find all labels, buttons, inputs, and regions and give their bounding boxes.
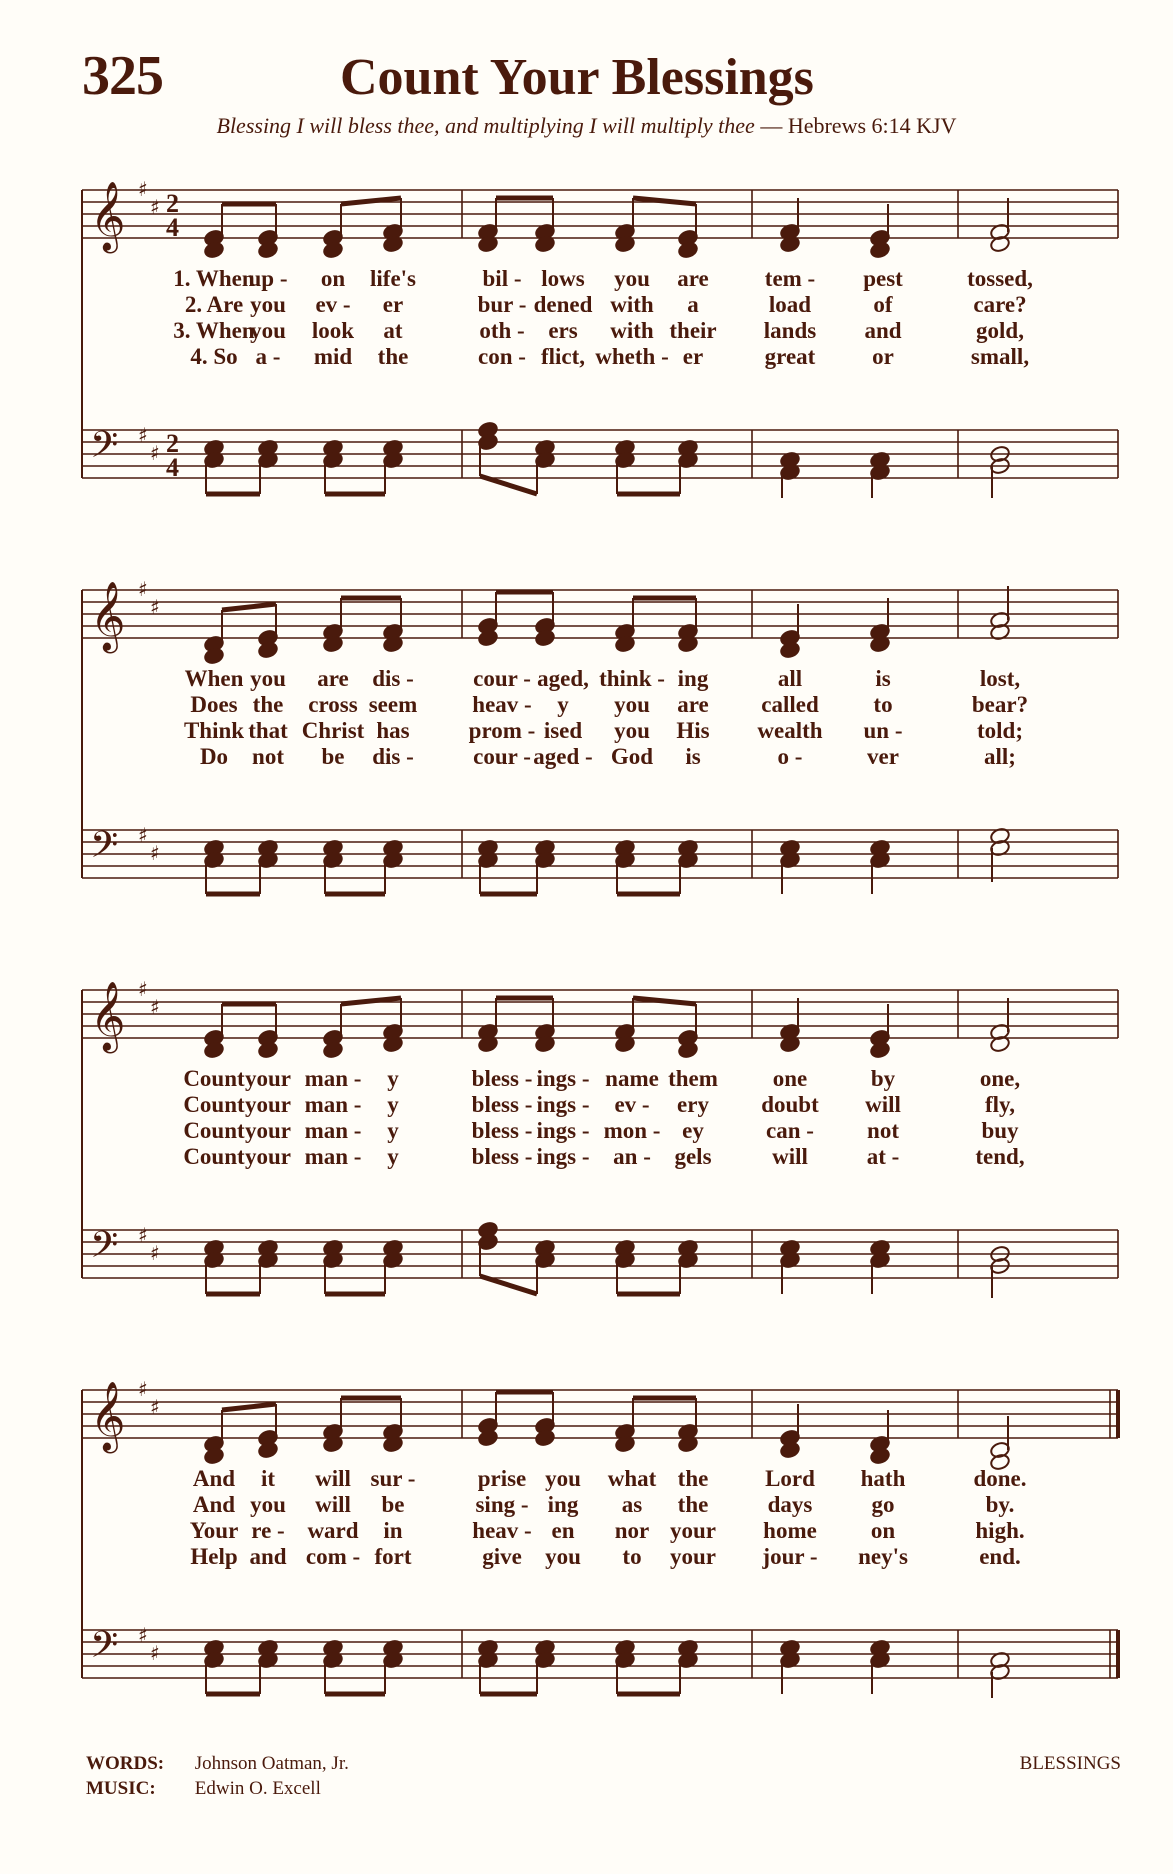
lyric-syllable: un -	[863, 718, 903, 743]
lyric-syllable: bur -	[477, 292, 527, 317]
lyric-syllable: home	[763, 1518, 817, 1543]
sharp-icon: ♯	[150, 195, 160, 219]
lyric-syllable: with	[610, 318, 654, 343]
lyric-syllable: you	[614, 692, 650, 717]
lyric-syllable: your	[245, 1118, 291, 1143]
lyric-syllable: the	[677, 1466, 709, 1491]
lyric-syllable: tossed,	[967, 266, 1033, 291]
music-credit	[86, 1778, 321, 1800]
treble-beam	[633, 998, 696, 1004]
lyric-syllable: man -	[304, 1118, 362, 1143]
sharp-icon: ♯	[150, 1241, 160, 1265]
sharp-icon: ♯	[138, 1378, 148, 1401]
lyric-syllable: and	[249, 1544, 287, 1569]
lyric-syllable: Lord	[765, 1466, 815, 1491]
lyric-line	[0, 1466, 1173, 1492]
lyric-syllable: Christ	[301, 718, 365, 743]
lyric-syllable: care?	[973, 292, 1027, 317]
lyric-syllable: ey	[682, 1118, 704, 1143]
lyric-syllable: is	[875, 666, 891, 691]
lyric-syllable: y	[387, 1144, 399, 1169]
lyric-syllable: bless -	[471, 1144, 533, 1169]
lyric-syllable: ings -	[536, 1092, 590, 1117]
words-credit	[86, 1753, 349, 1775]
sharp-icon: ♯	[138, 1623, 148, 1647]
lyric-line	[0, 666, 1173, 692]
lyric-syllable: o -	[777, 744, 803, 769]
lyric-syllable: ings -	[536, 1118, 590, 1143]
lyric-syllable: to	[873, 692, 893, 717]
lyric-syllable: aged -	[533, 744, 593, 769]
lyric-syllable: not	[867, 1118, 899, 1143]
lyric-syllable: 3. When	[173, 318, 255, 343]
lyric-syllable: end.	[979, 1544, 1021, 1569]
lyric-syllable: bless -	[471, 1118, 533, 1143]
lyric-syllable: er	[382, 292, 404, 317]
scripture-text: Blessing I will bless thee, and multiplying I will multiply thee	[216, 113, 755, 138]
lyric-syllable: it	[260, 1466, 276, 1491]
lyric-syllable: at -	[866, 1144, 900, 1169]
lyric-syllable: be	[381, 1492, 405, 1517]
sharp-icon: ♯	[138, 423, 148, 447]
scripture-reference: — Hebrews 6:14 KJV	[760, 113, 957, 138]
lyric-syllable: wheth -	[595, 344, 669, 369]
lyric-line	[0, 266, 1173, 292]
treble-clef-icon: 𝄞	[90, 181, 126, 251]
lyric-syllable: cross	[308, 692, 358, 717]
lyric-syllable: lost,	[979, 666, 1021, 691]
words-author: Johnson Oatman, Jr.	[194, 1753, 349, 1774]
lyric-syllable: mon -	[603, 1118, 661, 1143]
lyric-syllable: cour -	[473, 666, 531, 691]
lyric-syllable: are	[677, 692, 709, 717]
lyric-syllable: by	[870, 1066, 896, 1091]
lyric-syllable: 2. Are	[184, 292, 244, 317]
lyric-syllable: ings -	[536, 1144, 590, 1169]
lyric-syllable: on	[320, 266, 346, 291]
lyric-syllable: dened	[533, 292, 593, 317]
lyric-syllable: When	[184, 666, 244, 691]
lyric-syllable: you	[250, 1492, 286, 1517]
hymn-number: 325	[82, 45, 163, 107]
lyric-syllable: you	[545, 1544, 581, 1569]
lyric-syllable: dis -	[372, 666, 414, 691]
lyric-syllable: your	[670, 1544, 716, 1569]
score-system	[0, 1378, 1173, 1738]
sharp-icon: ♯	[138, 1223, 148, 1247]
lyric-line	[0, 692, 1173, 718]
lyric-syllable: be	[321, 744, 345, 769]
lyric-line	[0, 292, 1173, 318]
lyric-syllable: your	[245, 1092, 291, 1117]
lyric-syllable: will	[315, 1492, 351, 1517]
lyric-syllable: days	[767, 1492, 813, 1517]
lyric-line	[0, 1544, 1173, 1570]
lyric-syllable: cour -	[473, 744, 531, 769]
lyric-syllable: you	[545, 1466, 581, 1491]
lyric-syllable: not	[252, 744, 284, 769]
lyric-line	[0, 1118, 1173, 1144]
lyric-syllable: dis -	[372, 744, 414, 769]
lyric-syllable: the	[252, 692, 284, 717]
lyric-syllable: oth -	[479, 318, 525, 343]
lyric-syllable: y	[557, 692, 569, 717]
treble-beam	[633, 198, 696, 204]
lyric-syllable: ery	[677, 1092, 709, 1117]
lyric-syllable: ised	[543, 718, 583, 743]
lyric-syllable: prise	[477, 1466, 527, 1491]
lyric-syllable: buy	[981, 1118, 1019, 1143]
sharp-icon: ♯	[150, 595, 160, 619]
bass-clef-icon: 𝄢	[90, 424, 119, 475]
lyric-syllable: or	[872, 344, 894, 369]
sharp-icon: ♯	[138, 978, 148, 1001]
sharp-icon: ♯	[138, 178, 148, 201]
lyric-syllable: ers	[548, 318, 578, 343]
lyric-line	[0, 1092, 1173, 1118]
lyric-syllable: high.	[975, 1518, 1025, 1543]
lyric-syllable: by.	[985, 1492, 1015, 1517]
lyric-syllable: wealth	[757, 718, 823, 743]
scripture-epigraph	[0, 113, 1173, 139]
lyric-syllable: in	[383, 1518, 403, 1543]
treble-staff	[82, 1390, 1118, 1438]
lyric-syllable: is	[685, 744, 701, 769]
bass-clef-icon: 𝄢	[90, 1624, 119, 1675]
sharp-icon: ♯	[150, 1641, 160, 1665]
lyric-syllable: you	[614, 718, 650, 743]
lyric-syllable: are	[317, 666, 349, 691]
lyric-syllable: the	[677, 1492, 709, 1517]
lyric-syllable: one,	[979, 1066, 1021, 1091]
treble-beam	[341, 998, 401, 1004]
lyric-syllable: Think	[183, 718, 245, 743]
lyric-syllable: ev -	[315, 292, 351, 317]
bass-staff	[82, 1230, 1118, 1278]
lyric-syllable: a -	[255, 344, 281, 369]
treble-clef-icon: 𝄞	[90, 581, 126, 651]
lyric-line	[0, 1518, 1173, 1544]
lyric-syllable: small,	[970, 344, 1030, 369]
lyric-syllable: with	[610, 292, 654, 317]
lyric-syllable: bless -	[471, 1092, 533, 1117]
lyric-syllable: God	[610, 744, 654, 769]
time-signature-top: 2	[166, 189, 179, 218]
lyric-syllable: ney's	[858, 1544, 908, 1569]
lyric-syllable: name	[605, 1066, 659, 1091]
lyric-syllable: tend,	[975, 1144, 1025, 1169]
lyric-syllable: to	[622, 1544, 642, 1569]
sharp-icon: ♯	[138, 578, 148, 601]
words-label: WORDS:	[86, 1753, 165, 1774]
lyric-syllable: at	[383, 318, 403, 343]
bass-staff	[82, 1630, 1118, 1678]
lyric-syllable: Your	[189, 1518, 239, 1543]
lyric-syllable: heav -	[472, 692, 532, 717]
lyric-syllable: ev -	[614, 1092, 650, 1117]
lyric-syllable: lows	[541, 266, 585, 291]
lyric-line	[0, 318, 1173, 344]
lyric-syllable: y	[387, 1066, 399, 1091]
sharp-icon: ♯	[150, 995, 160, 1019]
lyric-syllable: ing	[547, 1492, 579, 1517]
lyric-syllable: gels	[674, 1144, 712, 1169]
bass-clef-icon: 𝄢	[90, 1224, 119, 1275]
lyric-syllable: bear?	[971, 692, 1029, 717]
lyric-syllable: the	[377, 344, 409, 369]
lyric-syllable: bil -	[482, 266, 522, 291]
lyric-syllable: done.	[973, 1466, 1027, 1491]
lyric-syllable: and	[864, 318, 902, 343]
lyric-syllable: sing -	[475, 1492, 529, 1517]
sharp-icon: ♯	[150, 441, 160, 465]
lyric-syllable: on	[870, 1518, 896, 1543]
lyric-syllable: you	[614, 266, 650, 291]
lyric-syllable: fly,	[984, 1092, 1016, 1117]
lyric-syllable: com -	[305, 1544, 361, 1569]
lyric-syllable: Do	[199, 744, 229, 769]
lyric-syllable: Count	[183, 1092, 245, 1117]
lyric-syllable: an -	[613, 1144, 651, 1169]
lyric-syllable: And	[192, 1492, 236, 1517]
lyric-syllable: their	[669, 318, 717, 343]
score-system	[0, 978, 1173, 1338]
lyric-line	[0, 1144, 1173, 1170]
lyric-syllable: ward	[307, 1518, 359, 1543]
lyric-syllable: them	[668, 1066, 718, 1091]
score-system	[0, 578, 1173, 938]
treble-staff	[82, 990, 1118, 1038]
lyric-syllable: your	[670, 1518, 716, 1543]
lyric-syllable: ings -	[536, 1066, 590, 1091]
bass-clef-icon: 𝄢	[90, 824, 119, 875]
lyric-syllable: bless -	[471, 1066, 533, 1091]
lyric-line	[0, 1066, 1173, 1092]
lyric-syllable: go	[871, 1492, 895, 1517]
lyric-line	[0, 718, 1173, 744]
lyric-syllable: 1. When	[173, 266, 255, 291]
score-system	[0, 178, 1173, 538]
lyric-syllable: lands	[763, 318, 817, 343]
lyric-syllable: er	[682, 344, 704, 369]
lyric-syllable: think -	[599, 666, 665, 691]
hymn-title: Count Your Blessings	[340, 49, 814, 106]
lyric-syllable: all;	[984, 744, 1016, 769]
time-signature-bottom: 4	[166, 213, 179, 242]
lyric-syllable: of	[873, 292, 893, 317]
lyric-syllable: Count	[183, 1144, 245, 1169]
lyric-syllable: ver	[867, 744, 899, 769]
sharp-icon: ♯	[150, 1395, 160, 1419]
lyric-syllable: man -	[304, 1092, 362, 1117]
lyric-syllable: His	[676, 718, 710, 743]
lyric-syllable: all	[777, 666, 803, 691]
lyric-syllable: Count	[183, 1066, 245, 1091]
lyric-syllable: ing	[677, 666, 709, 691]
lyric-syllable: doubt	[761, 1092, 819, 1117]
lyric-syllable: you	[250, 318, 286, 343]
treble-beam	[222, 604, 276, 610]
lyric-syllable: sur -	[370, 1466, 416, 1491]
lyric-syllable: jour -	[762, 1544, 818, 1569]
treble-clef-icon: 𝄞	[90, 1381, 126, 1451]
lyric-syllable: look	[311, 318, 355, 343]
lyric-syllable: flict,	[540, 344, 586, 369]
lyric-syllable: great	[764, 344, 816, 369]
lyric-syllable: nor	[614, 1518, 650, 1543]
lyric-syllable: 4. So	[190, 344, 238, 369]
treble-clef-icon: 𝄞	[90, 981, 126, 1051]
music-label: MUSIC:	[86, 1778, 156, 1799]
treble-staff	[82, 590, 1118, 638]
lyric-syllable: give	[482, 1544, 522, 1569]
time-signature-top: 2	[166, 429, 179, 458]
lyric-syllable: you	[250, 292, 286, 317]
lyric-syllable: are	[677, 266, 709, 291]
lyric-line	[0, 744, 1173, 770]
lyric-syllable: will	[315, 1466, 351, 1491]
lyric-syllable: And	[192, 1466, 236, 1491]
bass-staff	[82, 830, 1118, 878]
lyric-syllable: your	[245, 1144, 291, 1169]
lyric-syllable: called	[761, 692, 819, 717]
lyric-syllable: hath	[860, 1466, 906, 1491]
lyric-syllable: y	[387, 1092, 399, 1117]
lyric-line	[0, 344, 1173, 370]
lyric-syllable: one	[772, 1066, 808, 1091]
lyric-syllable: man -	[304, 1144, 362, 1169]
time-signature-bottom: 4	[166, 453, 179, 482]
lyric-syllable: up -	[248, 266, 288, 291]
lyric-syllable: life's	[370, 266, 416, 291]
sharp-icon: ♯	[138, 823, 148, 847]
lyric-syllable: you	[250, 666, 286, 691]
lyric-syllable: Does	[190, 692, 238, 717]
lyric-syllable: load	[768, 292, 812, 317]
lyric-syllable: mid	[313, 344, 353, 369]
sharp-icon: ♯	[150, 841, 160, 865]
lyric-syllable: y	[387, 1118, 399, 1143]
treble-beam	[222, 1404, 276, 1410]
lyric-syllable: re -	[251, 1518, 285, 1543]
lyric-syllable: en	[551, 1518, 575, 1543]
lyric-syllable: fort	[374, 1544, 412, 1569]
lyric-syllable: can -	[766, 1118, 814, 1143]
lyric-syllable: seem	[368, 692, 418, 717]
lyric-syllable: will	[865, 1092, 901, 1117]
lyric-syllable: Count	[183, 1118, 245, 1143]
tune-name: BLESSINGS	[1019, 1753, 1121, 1774]
music-author: Edwin O. Excell	[194, 1778, 321, 1799]
lyric-syllable: as	[621, 1492, 643, 1517]
lyric-syllable: Help	[190, 1544, 238, 1569]
lyric-syllable: a	[687, 292, 699, 317]
bass-staff	[82, 430, 1118, 478]
treble-staff	[82, 190, 1118, 238]
lyric-syllable: aged,	[537, 666, 589, 691]
lyric-line	[0, 1492, 1173, 1518]
lyric-syllable: heav -	[472, 1518, 532, 1543]
lyric-syllable: man -	[304, 1066, 362, 1091]
treble-beam	[341, 198, 401, 204]
lyric-syllable: tem -	[764, 266, 816, 291]
lyric-syllable: con -	[478, 344, 526, 369]
lyric-syllable: gold,	[976, 318, 1024, 343]
lyric-syllable: that	[248, 718, 288, 743]
lyric-syllable: will	[772, 1144, 808, 1169]
lyric-syllable: your	[245, 1066, 291, 1091]
lyric-syllable: prom -	[468, 718, 536, 743]
lyric-syllable: told;	[977, 718, 1023, 743]
lyric-syllable: what	[607, 1466, 657, 1491]
lyric-syllable: has	[376, 718, 410, 743]
lyric-syllable: pest	[863, 266, 903, 291]
